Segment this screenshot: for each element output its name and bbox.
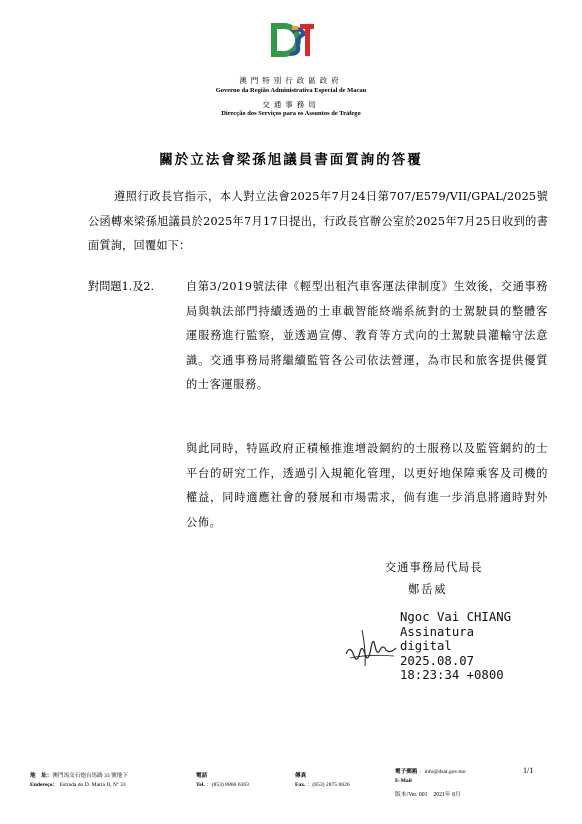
- address-label-zh: 地 址：: [30, 773, 53, 779]
- digital-signer: Ngoc Vai CHIANG: [400, 610, 512, 624]
- tel-label-zh: 電話: [196, 773, 208, 779]
- gov-name-pt: Governo da Região Administrativa Especial de Macau: [215, 87, 367, 94]
- document-title: 關於立法會梁孫旭議員書面質詢的答覆: [159, 152, 423, 168]
- page-number: 1/1: [523, 766, 534, 775]
- form-version: 版本/Ver. 001 2021年 8月: [395, 792, 461, 798]
- intro-paragraph: 遵照行政長官指示，本人對立法會2025年7月24日第707/E579/VII/GPAL/2025號公函轉來梁孫旭議員於2025年7月17日提出，行政長官辦公室於2025年7月25日收到的書面質詢，回覆如下：: [88, 190, 548, 252]
- address-zh: 澳門馬交石炮台馬路 33 號地下: [52, 773, 128, 779]
- fax-label-pt: Fax.: [295, 782, 306, 788]
- signatory-name: 鄭岳威: [408, 583, 448, 596]
- email-address: ：info@dsat.gov.mo: [418, 769, 466, 775]
- tel-label-pt: Tel.: [196, 782, 205, 788]
- dept-name-zh: 交通事務局: [262, 100, 320, 109]
- footer-fax: [295, 772, 350, 790]
- digital-label-2: digital: [400, 639, 452, 653]
- digital-date: 2025.08.07: [400, 653, 475, 668]
- gov-name-zh: 澳門特別行政區政府: [239, 76, 343, 85]
- email-label-zh: 電子郵箱: [395, 769, 418, 775]
- dept-name-pt: Direcção dos Serviços para os Assuntos de Tráfego: [221, 110, 361, 117]
- question-label: 對問題1.及2.: [88, 280, 155, 293]
- digital-label-1: Assinatura: [400, 624, 475, 639]
- digital-time: 18:23:34 +0800: [400, 668, 504, 682]
- answer-paragraph-1: 自第3/2019號法律《輕型出租汽車客運法律制度》生效後，交通事務局與執法部門持續透過的士車載智能終端系統對的士駕駛員的整體客運服務進行監察，並透過宣傳、教育等方式向的士駕駛員灌輸守法意識。交通事務局將繼續監管各公司依法營運，為市民和旅客提供優質的士客運服務。: [186, 280, 548, 391]
- footer-address: [30, 772, 128, 790]
- address-label-pt: Endereço：: [30, 782, 59, 788]
- dsat-logo: [270, 18, 318, 64]
- fax-label-zh: 傳真: [295, 773, 307, 779]
- digital-signature-block: [400, 610, 511, 683]
- footer-tel: [196, 772, 249, 790]
- tel-number: ：(853) 8866 6363: [206, 782, 249, 788]
- signatory-title: 交通事務局代局長: [385, 561, 483, 574]
- email-label-pt: E-Mail: [395, 778, 412, 784]
- address-pt: Estrada do D. Maria II, Nº 33: [59, 782, 126, 788]
- answer-paragraph-2: 與此同時，特區政府正積極推進增設網約的士服務以及監管網約的士平台的研究工作，透過引入規範化管理，以更好地保障乘客及司機的權益，同時適應社會的發展和市場需求，倘有進一步消息將適時對外公佈。: [186, 442, 548, 529]
- fax-number: ：(853) 2875 0626: [306, 782, 350, 788]
- footer-email: [395, 768, 466, 786]
- handwritten-signature: [340, 618, 400, 672]
